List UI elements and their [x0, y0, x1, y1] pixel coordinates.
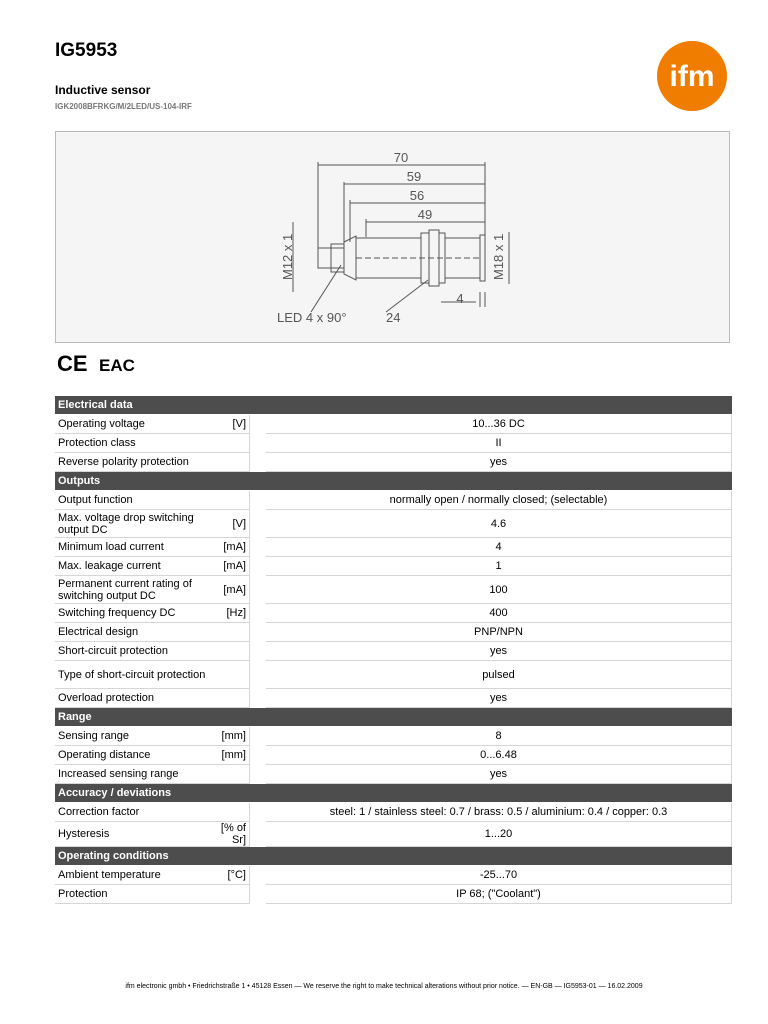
spacer [250, 803, 266, 822]
spec-value: yes [266, 689, 732, 708]
spec-unit [211, 885, 250, 904]
spec-value: pulsed [266, 661, 732, 689]
spec-unit [211, 453, 250, 472]
spacer [250, 727, 266, 746]
spec-label: Hysteresis [55, 822, 211, 847]
spec-label: Switching frequency DC [55, 604, 211, 623]
spec-label: Short-circuit protection [55, 642, 211, 661]
spec-label: Overload protection [55, 689, 211, 708]
section-header [55, 847, 732, 866]
spec-label: Sensing range [55, 727, 211, 746]
spacer [250, 576, 266, 604]
spacer [250, 453, 266, 472]
spec-row [55, 727, 732, 746]
article-number: IGK2008BFRKG/M/2LED/US-104-IRF [55, 102, 192, 111]
dim-70: 70 [393, 150, 409, 165]
spec-value: PNP/NPN [266, 623, 732, 642]
spec-unit: [mm] [211, 746, 250, 765]
spacer [250, 866, 266, 885]
spec-row [55, 661, 732, 689]
spec-label: Operating distance [55, 746, 211, 765]
spec-label: Type of short-circuit protection [55, 661, 211, 689]
spec-row [55, 557, 732, 576]
spec-value: yes [266, 642, 732, 661]
spacer [250, 822, 266, 847]
spacer [250, 604, 266, 623]
led-label: LED 4 x 90° [277, 310, 347, 325]
spec-row [55, 803, 732, 822]
spec-label: Ambient temperature [55, 866, 211, 885]
spec-unit: [°C] [211, 866, 250, 885]
spec-label: Minimum load current [55, 538, 211, 557]
spec-row [55, 689, 732, 708]
spec-value: -25...70 [266, 866, 732, 885]
spec-value: 4 [266, 538, 732, 557]
spec-unit: [mm] [211, 727, 250, 746]
spec-value: IP 68; ("Coolant") [266, 885, 732, 904]
spacer [250, 415, 266, 434]
spec-row [55, 538, 732, 557]
spec-value: yes [266, 765, 732, 784]
dim-59: 59 [406, 169, 422, 184]
spec-row [55, 642, 732, 661]
spec-label: Output function [55, 491, 211, 510]
certification-marks [55, 350, 135, 376]
product-subtitle: Inductive sensor [55, 83, 151, 97]
spacer [250, 765, 266, 784]
spec-value: 100 [266, 576, 732, 604]
spec-row [55, 415, 732, 434]
spec-value: normally open / normally closed; (selectable) [266, 491, 732, 510]
spec-value: 4.6 [266, 510, 732, 538]
thread-left: M12 x 1 [280, 233, 295, 280]
logo-text: ifm [669, 60, 715, 93]
spec-label: Electrical design [55, 623, 211, 642]
wrench-size: 24 [386, 310, 401, 325]
section-header [55, 708, 732, 727]
section-header [55, 784, 732, 803]
section-title: Range [55, 708, 732, 727]
spec-row [55, 746, 732, 765]
spacer [250, 642, 266, 661]
spec-value: yes [266, 453, 732, 472]
spec-row [55, 765, 732, 784]
section-title: Accuracy / deviations [55, 784, 732, 803]
spec-label: Max. leakage current [55, 557, 211, 576]
spacer [250, 491, 266, 510]
spec-unit [211, 623, 250, 642]
spacer [250, 661, 266, 689]
spec-row [55, 866, 732, 885]
spec-row [55, 491, 732, 510]
spec-value: 1...20 [266, 822, 732, 847]
spacer [250, 557, 266, 576]
spec-row [55, 510, 732, 538]
spec-unit: [mA] [211, 538, 250, 557]
spec-unit [211, 803, 250, 822]
spec-unit [211, 491, 250, 510]
eac-mark: EAC [99, 356, 135, 375]
ce-mark: CE [57, 351, 88, 376]
spec-label: Max. voltage drop switching output DC [55, 510, 211, 538]
spec-value: 1 [266, 557, 732, 576]
section-header [55, 396, 732, 415]
spec-label: Protection [55, 885, 211, 904]
spec-row [55, 604, 732, 623]
spacer [250, 623, 266, 642]
spec-label: Permanent current rating of switching output DC [55, 576, 211, 604]
spec-unit [211, 689, 250, 708]
section-title: Operating conditions [55, 847, 732, 866]
spacer [250, 538, 266, 557]
product-title: IG5953 [55, 40, 118, 61]
spec-value: 10...36 DC [266, 415, 732, 434]
spec-label: Operating voltage [55, 415, 211, 434]
spec-unit [211, 642, 250, 661]
spec-unit: [Hz] [211, 604, 250, 623]
dim-49: 49 [417, 207, 433, 222]
spec-unit: [V] [211, 415, 250, 434]
spec-unit: [mA] [211, 576, 250, 604]
dim-4: 4 [456, 291, 464, 306]
spec-unit [211, 765, 250, 784]
spec-unit: [mA] [211, 557, 250, 576]
spec-label: Protection class [55, 434, 211, 453]
spec-value: II [266, 434, 732, 453]
spacer [250, 689, 266, 708]
spec-label: Correction factor [55, 803, 211, 822]
spec-unit [211, 661, 250, 689]
spec-value: 400 [266, 604, 732, 623]
spec-label: Increased sensing range [55, 765, 211, 784]
spec-unit [211, 434, 250, 453]
spec-unit: [% of Sr] [211, 822, 250, 847]
spec-table [55, 396, 732, 904]
spec-row [55, 453, 732, 472]
spacer [250, 885, 266, 904]
section-header [55, 472, 732, 491]
spec-label: Reverse polarity protection [55, 453, 211, 472]
spec-value: 8 [266, 727, 732, 746]
spec-row [55, 623, 732, 642]
spec-row [55, 434, 732, 453]
section-title: Electrical data [55, 396, 732, 415]
spec-row [55, 822, 732, 847]
spacer [250, 746, 266, 765]
spec-row [55, 885, 732, 904]
spacer [250, 434, 266, 453]
spacer [250, 510, 266, 538]
dim-56: 56 [409, 188, 425, 203]
thread-right: M18 x 1 [491, 233, 506, 280]
spec-row [55, 576, 732, 604]
ifm-logo [654, 40, 730, 112]
footer: ifm electronic gmbh • Friedrichstraße 1 • 45128 Essen — We reserve the right to make technical alterations without prior notice. — EN-GB — IG5953-01 — 16.02.2009 [125, 983, 643, 990]
section-title: Outputs [55, 472, 732, 491]
spec-value: steel: 1 / stainless steel: 0.7 / brass: 0.5 / aluminium: 0.4 / copper: 0.3 [266, 803, 732, 822]
spec-unit: [V] [211, 510, 250, 538]
dimension-drawing [55, 131, 730, 343]
spec-value: 0...6.48 [266, 746, 732, 765]
